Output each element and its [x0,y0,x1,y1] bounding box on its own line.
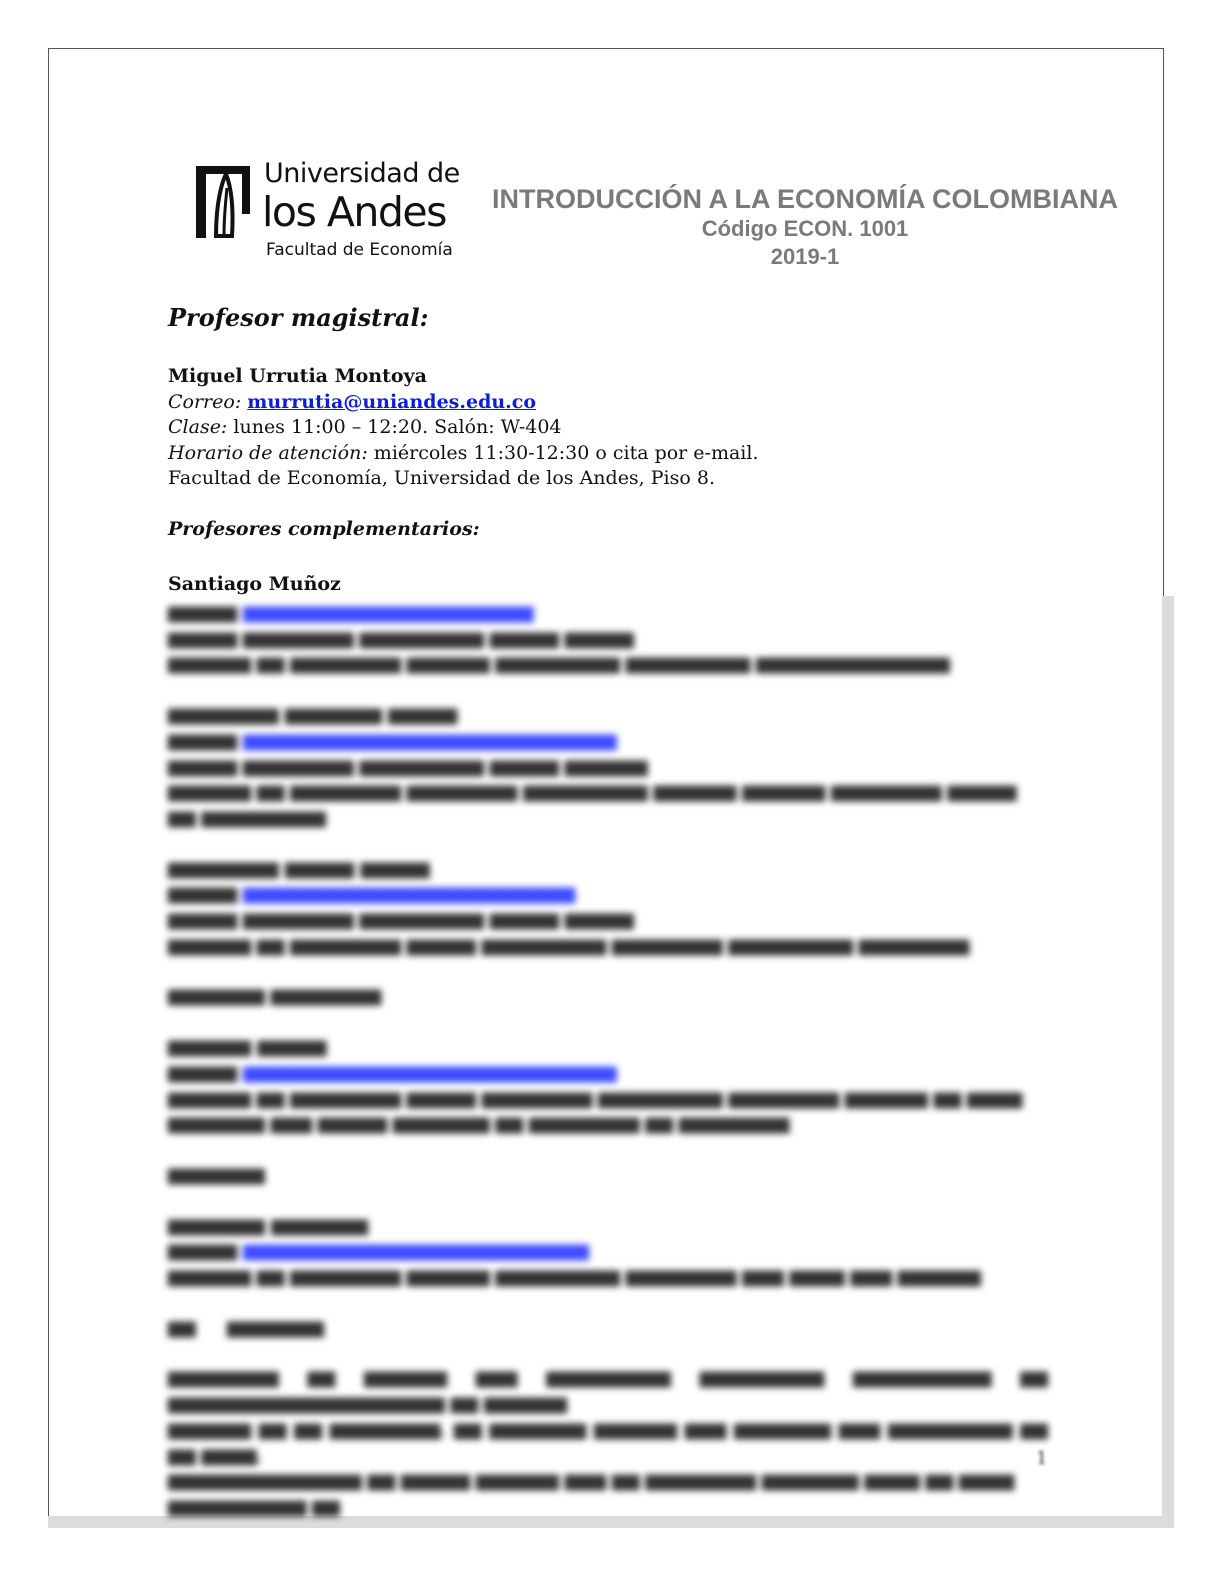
professor-section [168,300,1058,598]
page-number: 1 [1036,1448,1048,1469]
complementary-heading: Profesores complementarios: [168,517,480,540]
logo-line-1: Universidad de [264,158,460,189]
main-professor-name: Miguel Urrutia Montoya [168,365,427,387]
main-professor-heading: Profesor magistral: [168,303,429,332]
logo-line-2: los Andes [262,188,447,236]
course-title: INTRODUCCIÓN A LA ECONOMÍA COLOMBIANA [492,184,1118,214]
office-hours-line [168,441,1058,467]
email-line [168,390,1058,416]
complementary-professor-name: Santiago Muñoz [168,573,341,595]
course-term: 2019-1 [770,244,840,269]
blurred-content: ▆▆▆▆▆ ▆▆▆▆▆▆▆▆▆▆▆▆▆▆▆▆▆▆▆▆▆ ▆▆▆▆▆ ▆▆▆▆▆▆▆▆ ▆▆▆▆▆▆▆▆▆ ▆▆▆▆▆ ▆▆▆▆▆ ▆▆▆▆▆▆ ▆▆ ▆▆▆▆▆▆▆▆ ▆▆▆▆▆▆ ▆▆▆▆▆▆▆▆▆ ▆▆▆▆▆▆▆▆▆ ▆▆▆▆▆▆▆▆▆▆▆▆▆▆ ▆▆▆▆▆▆▆▆ ▆▆▆▆▆▆▆ ▆▆▆▆▆ ▆▆▆▆▆ ▆▆▆▆▆▆▆▆▆▆▆▆▆▆▆▆▆▆▆▆▆▆▆▆▆▆▆ ▆▆▆▆▆ ▆▆▆▆▆▆▆▆ ▆▆▆▆▆▆▆▆▆ ▆▆▆▆▆ ▆▆▆▆▆▆ ▆▆▆▆▆▆ ▆▆ ▆▆▆▆▆▆▆▆ ▆▆▆▆▆▆▆▆ ▆▆▆▆▆▆▆▆▆ ▆▆▆▆▆▆ ▆▆▆▆▆▆ ▆▆▆▆▆▆▆▆ ▆▆▆▆▆ ▆▆ ▆▆▆▆▆▆▆▆▆ ▆▆▆▆▆▆▆▆ ▆▆▆▆▆ ▆▆▆▆▆ ▆▆▆▆▆ ▆▆▆▆▆▆▆▆▆▆▆▆▆▆▆▆▆▆▆▆▆▆▆▆ ▆▆▆▆▆ ▆▆▆▆▆▆▆▆ ▆▆▆▆▆▆▆▆▆ ▆▆▆▆▆ ▆▆▆▆▆ ▆▆▆▆▆▆ ▆▆ ▆▆▆▆▆▆▆▆ ▆▆▆▆▆ ▆▆▆▆▆▆▆▆▆ ▆▆▆▆▆▆▆▆ ▆▆▆▆▆▆▆▆▆ ▆▆▆▆▆▆▆▆ ▆▆▆▆▆▆▆ ▆▆▆▆▆▆▆▆ ▆▆▆▆▆▆ ▆▆▆▆▆ ▆▆▆▆▆ ▆▆▆▆▆▆▆▆▆▆▆▆▆▆▆▆▆▆▆▆▆▆▆▆▆▆▆ ▆▆▆▆▆▆ ▆▆ ▆▆▆▆▆▆▆▆ ▆▆▆▆▆ ▆▆▆▆▆▆▆▆ ▆▆▆▆▆▆▆▆▆ ▆▆▆▆▆▆▆▆ ▆▆▆▆▆▆ ▆▆ ▆▆▆▆ ▆▆▆▆▆▆▆ ▆▆▆ ▆▆▆▆▆ ▆▆▆▆▆▆▆ ▆▆ ▆▆▆▆▆▆▆▆ ▆▆ ▆▆▆▆▆▆▆▆ ▆▆▆▆▆▆▆ ▆▆▆▆▆▆▆ ▆▆▆▆▆▆▆ ▆▆▆▆▆ ▆▆▆▆▆▆▆▆▆▆▆▆▆▆▆▆▆▆▆▆▆▆▆▆▆ ▆▆▆▆▆▆ ▆▆ ▆▆▆▆▆▆▆▆ ▆▆▆▆▆▆ ▆▆▆▆▆▆▆▆▆ ▆▆▆▆▆▆▆▆ ▆▆▆ ▆▆▆▆ ▆▆▆ ▆▆▆▆▆▆ ▆▆ ▆▆▆▆▆▆▆ ▆▆▆▆▆▆▆▆ ▆▆ ▆▆▆▆▆▆ ▆▆▆ ▆▆▆▆▆▆▆▆▆ ▆▆▆▆▆▆▆▆▆ ▆▆▆▆▆▆▆▆▆▆ ▆▆ ▆▆▆▆▆▆▆▆▆▆▆▆▆▆▆▆▆▆▆▆ ▆▆ ▆▆▆▆▆▆ ▆▆▆▆▆▆ ▆▆ ▆▆ ▆▆▆▆▆▆▆▆, ▆▆ ▆▆▆▆▆▆▆ ▆▆▆▆▆▆ ▆▆▆ ▆▆▆▆▆▆▆ ▆▆▆ ▆▆▆▆▆▆▆▆▆ ▆▆ ▆▆ ▆▆▆▆, ▆▆▆▆▆▆▆▆▆▆▆▆▆▆ ▆▆ ▆▆▆▆▆ ▆▆▆▆▆▆ ▆▆▆ ▆▆ ▆▆▆▆▆▆▆▆ ▆▆▆▆▆▆▆ ▆▆▆▆ ▆▆ ▆▆▆▆ ▆▆▆▆▆▆▆▆▆▆ ▆▆ [168,602,1048,1517]
university-logo [190,158,460,268]
office-hours-label: Horario de atención: [168,441,368,464]
professor-email-link[interactable]: murrutia@uniandes.edu.co [247,390,537,413]
logo-line-3: Facultad de Economía [266,240,453,260]
university-shield-icon [192,162,256,242]
class-line [168,415,1058,441]
course-code: Código ECON. 1001 [701,216,909,241]
office-location: Facultad de Economía, Universidad de los Andes, Piso 8. [168,467,715,489]
page-shadow-right [1162,596,1174,1526]
class-label: Clase: [168,416,228,438]
office-hours-value: miércoles 11:30-12:30 o cita por e-mail. [373,441,759,464]
class-value: lunes 11:00 – 12:20. Salón: W-404 [233,416,562,438]
email-label: Correo: [168,390,242,413]
